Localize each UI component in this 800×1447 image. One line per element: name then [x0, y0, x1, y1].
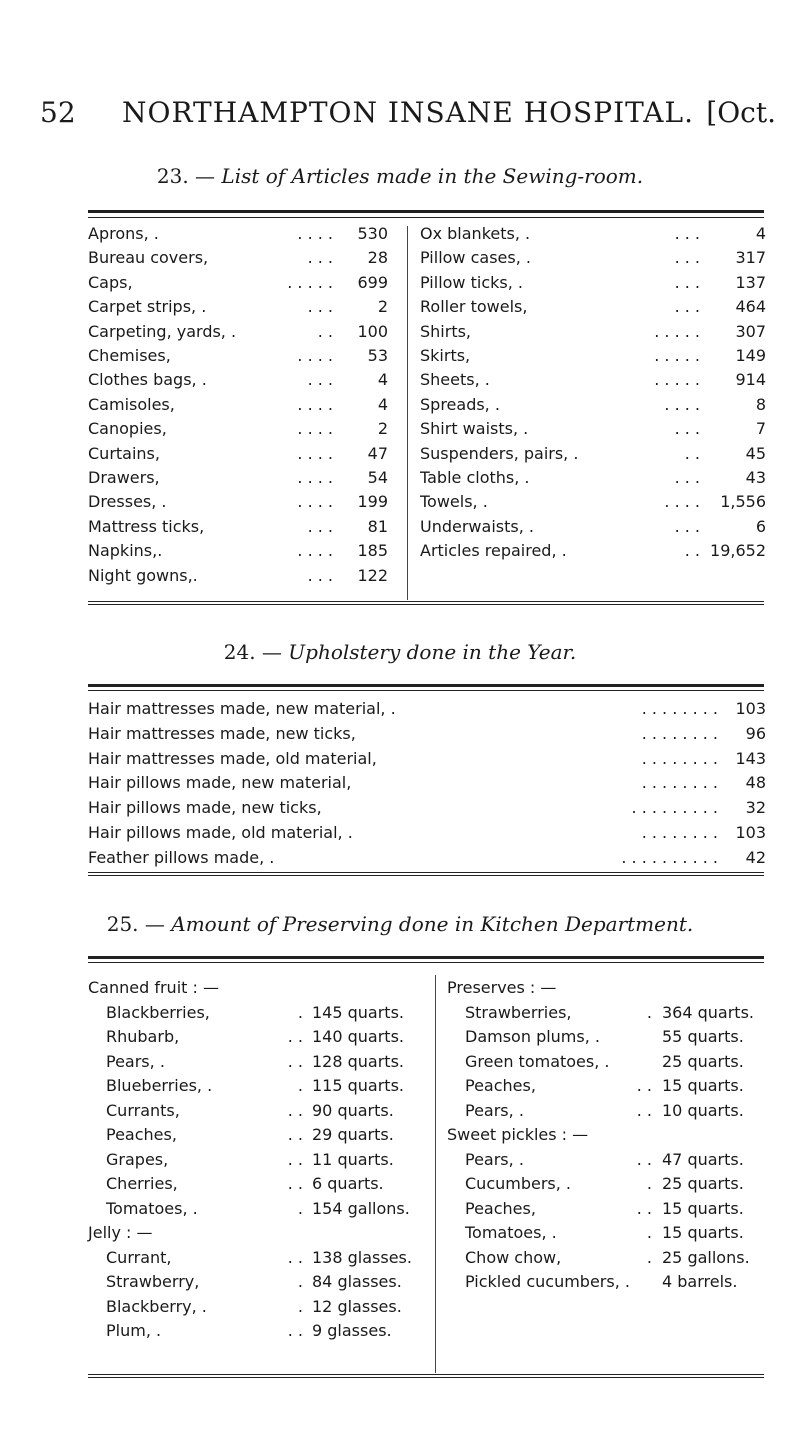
- leader-dots: . . . . . . . .: [641, 773, 718, 793]
- leader-dots: . . . . .: [654, 346, 700, 365]
- item-value: 100: [357, 321, 388, 341]
- preserving-top-rule: [88, 956, 764, 959]
- page-number: 52: [40, 96, 76, 129]
- sewing-item: [420, 222, 766, 246]
- leader-dots: . .: [636, 1149, 652, 1169]
- item-label: Bureau covers,: [88, 248, 209, 268]
- item-value: 4: [377, 394, 388, 414]
- item-value: 84 glasses.: [312, 1272, 402, 1291]
- item-value: 96: [745, 723, 766, 743]
- item-value: 140 quarts.: [312, 1027, 404, 1046]
- item-label: Blueberries, .: [106, 1076, 213, 1095]
- item-label: Table cloths, .: [420, 468, 530, 487]
- item-value: 4 barrels.: [662, 1272, 738, 1291]
- preserving-item: [88, 976, 418, 1000]
- item-value: 48: [745, 773, 766, 793]
- leader-dots: . . . .: [297, 492, 333, 512]
- item-value: 364 quarts.: [662, 1002, 754, 1022]
- leader-dots: . . .: [307, 297, 333, 317]
- item-label: Tomatoes, .: [106, 1198, 198, 1218]
- leader-dots: . . .: [674, 248, 700, 268]
- item-label: Hair pillows made, new material,: [88, 773, 352, 793]
- item-value: 45: [745, 443, 766, 463]
- preserving-caption-dash: —: [144, 912, 165, 936]
- item-label: Dresses, .: [88, 492, 167, 512]
- item-value: 199: [357, 492, 388, 512]
- item-label: Pears, .: [465, 1149, 524, 1169]
- item-value: 81: [367, 516, 388, 536]
- leader-dots: . . .: [307, 370, 333, 390]
- upholstery-caption-text: Upholstery done in the Year.: [288, 640, 577, 664]
- item-label: Pillow ticks, .: [420, 272, 523, 292]
- item-label: Mattress ticks,: [88, 516, 205, 536]
- item-value: 10 quarts.: [662, 1100, 744, 1120]
- item-label: Chemises,: [88, 346, 171, 365]
- item-value: 53: [367, 346, 388, 365]
- upholstery-top-rule: [88, 684, 764, 687]
- item-value: 6 quarts.: [312, 1174, 384, 1193]
- leader-dots: .: [646, 1174, 652, 1193]
- item-label: Shirt waists, .: [420, 419, 529, 439]
- item-value: 47 quarts.: [662, 1149, 744, 1169]
- item-label: Jelly : —: [88, 1223, 153, 1242]
- item-label: Peaches,: [106, 1125, 177, 1144]
- leader-dots: . .: [684, 443, 700, 463]
- item-label: Roller towels,: [420, 297, 528, 317]
- sewing-item: [420, 490, 766, 514]
- leader-dots: . . .: [307, 516, 333, 536]
- upholstery-caption-number: 24.: [223, 640, 256, 664]
- leader-dots: . .: [287, 1027, 303, 1046]
- preserving-bottom-rule: [88, 1374, 764, 1375]
- leader-dots: . .: [287, 1149, 303, 1169]
- item-value: 317: [735, 248, 766, 268]
- item-label: Curtains,: [88, 443, 160, 463]
- leader-dots: . .: [287, 1051, 303, 1071]
- item-label: Shirts,: [420, 321, 472, 341]
- item-label: Hair mattresses made, old material,: [88, 748, 377, 768]
- item-label: Cherries,: [106, 1174, 178, 1193]
- sewing-item: [88, 539, 388, 563]
- item-label: Drawers,: [88, 468, 160, 487]
- item-label: Feather pillows made, .: [88, 847, 275, 867]
- leader-dots: . . . . . . . .: [641, 823, 718, 842]
- sewing-item: [88, 344, 388, 368]
- item-label: Carpet strips, .: [88, 297, 207, 317]
- sewing-column-divider: [407, 226, 408, 600]
- item-value: 19,652: [710, 541, 766, 561]
- preserving-item: [88, 1295, 418, 1319]
- upholstery-item: [88, 846, 766, 870]
- item-value: 25 quarts.: [662, 1051, 744, 1071]
- upholstery-bottom-rule: [88, 872, 764, 873]
- preserving-top-rule-thin: [88, 962, 764, 963]
- sewing-caption: [0, 164, 800, 188]
- item-value: 137: [735, 272, 766, 292]
- preserving-item: [88, 1001, 418, 1025]
- sewing-item: [88, 515, 388, 539]
- leader-dots: .: [297, 1198, 303, 1218]
- item-value: 12 glasses.: [312, 1296, 402, 1316]
- preserving-item: [88, 1099, 418, 1123]
- preserving-item: [88, 1197, 418, 1221]
- item-label: Cucumbers, .: [465, 1174, 572, 1193]
- sewing-item: [88, 295, 388, 319]
- item-label: Sweet pickles : —: [447, 1125, 589, 1144]
- leader-dots: . .: [636, 1076, 652, 1095]
- item-label: Skirts,: [420, 346, 471, 365]
- sewing-item: [88, 564, 388, 588]
- preserving-item: [447, 1050, 767, 1074]
- leader-dots: . . .: [674, 272, 700, 292]
- leader-dots: . . . . . . . .: [641, 699, 718, 718]
- preserving-item: [88, 1270, 418, 1294]
- item-value: 122: [357, 565, 388, 585]
- sewing-item: [420, 393, 766, 417]
- item-label: Towels, .: [420, 492, 488, 512]
- item-label: Pickled cucumbers, .: [465, 1272, 630, 1291]
- upholstery-top-rule-thin: [88, 690, 764, 691]
- item-label: Pears, .: [106, 1051, 165, 1071]
- leader-dots: . . . .: [297, 419, 333, 439]
- preserving-item: [88, 1025, 418, 1049]
- item-label: Plum, .: [106, 1321, 162, 1340]
- preserving-item: [88, 1123, 418, 1147]
- leader-dots: . . . . .: [654, 370, 700, 390]
- item-value: 90 quarts.: [312, 1100, 394, 1120]
- leader-dots: . . . .: [297, 224, 333, 243]
- item-label: Preserves : —: [447, 978, 557, 997]
- sewing-item: [420, 368, 766, 392]
- leader-dots: . . . . .: [654, 321, 700, 341]
- leader-dots: . . .: [307, 565, 333, 585]
- item-label: Napkins,.: [88, 541, 163, 561]
- sewing-item: [88, 466, 388, 490]
- item-value: 6: [755, 516, 766, 536]
- sewing-item: [420, 442, 766, 466]
- item-label: Canned fruit : —: [88, 978, 219, 997]
- sewing-caption-text: List of Articles made in the Sewing-room.: [221, 164, 644, 188]
- item-value: 145 quarts.: [312, 1002, 404, 1022]
- item-label: Blackberry, .: [106, 1296, 207, 1316]
- preserving-item: [447, 1197, 767, 1221]
- page-header: [40, 96, 776, 136]
- leader-dots: .: [297, 1272, 303, 1291]
- item-value: 128 quarts.: [312, 1051, 404, 1071]
- leader-dots: . . .: [674, 516, 700, 536]
- item-label: Hair pillows made, old material, .: [88, 823, 353, 842]
- sewing-item: [88, 442, 388, 466]
- item-value: 914: [735, 370, 766, 390]
- leader-dots: . .: [287, 1321, 303, 1340]
- item-value: 47: [367, 443, 388, 463]
- sewing-item: [420, 515, 766, 539]
- item-value: 43: [745, 468, 766, 487]
- leader-dots: . . .: [674, 468, 700, 487]
- upholstery-item: [88, 796, 766, 820]
- item-value: 530: [357, 224, 388, 243]
- preserving-item: [447, 1221, 767, 1245]
- preserving-item: [447, 1099, 767, 1123]
- preserving-item: [447, 1074, 767, 1098]
- leader-dots: . . . .: [297, 346, 333, 365]
- item-value: 103: [735, 823, 766, 842]
- leader-dots: . . . .: [297, 468, 333, 487]
- item-value: 7: [755, 419, 766, 439]
- upholstery-item: [88, 722, 766, 746]
- item-label: Currants,: [106, 1100, 180, 1120]
- item-value: 8: [755, 394, 766, 414]
- item-label: Peaches,: [465, 1198, 536, 1218]
- item-label: Green tomatoes, .: [465, 1051, 610, 1071]
- item-value: 55 quarts.: [662, 1027, 744, 1046]
- item-value: 29 quarts.: [312, 1125, 394, 1144]
- item-value: 154 gallons.: [312, 1198, 410, 1218]
- leader-dots: . . . . . . . .: [641, 748, 718, 768]
- item-value: 25 gallons.: [662, 1247, 750, 1267]
- leader-dots: . .: [287, 1125, 303, 1144]
- item-value: 4: [755, 224, 766, 243]
- item-label: Strawberry,: [106, 1272, 200, 1291]
- upholstery-item: [88, 771, 766, 795]
- item-label: Suspenders, pairs, .: [420, 443, 579, 463]
- item-value: 15 quarts.: [662, 1198, 744, 1218]
- item-value: 42: [745, 847, 766, 867]
- item-value: 185: [357, 541, 388, 561]
- item-label: Aprons, .: [88, 224, 159, 243]
- upholstery-caption-dash: —: [261, 640, 282, 664]
- upholstery-bottom-rule-2: [88, 875, 764, 876]
- leader-dots: . . . .: [664, 492, 700, 512]
- item-label: Hair mattresses made, new ticks,: [88, 723, 356, 743]
- sewing-item: [420, 466, 766, 490]
- item-label: Canopies,: [88, 419, 167, 439]
- sewing-item: [420, 271, 766, 295]
- item-label: Night gowns,.: [88, 565, 198, 585]
- item-value: 11 quarts.: [312, 1149, 394, 1169]
- preserving-item: [447, 976, 767, 1000]
- sewing-item: [88, 320, 388, 344]
- item-value: 464: [735, 297, 766, 317]
- preserving-item: [88, 1221, 418, 1245]
- preserving-item: [88, 1074, 418, 1098]
- item-value: 149: [735, 346, 766, 365]
- sewing-caption-number: 23.: [156, 164, 189, 188]
- leader-dots: . . . . . . . .: [641, 723, 718, 743]
- sewing-bottom-rule-2: [88, 604, 764, 605]
- item-value: 1,556: [720, 492, 766, 512]
- preserving-caption: [0, 912, 800, 936]
- item-value: 4: [377, 370, 388, 390]
- item-label: Peaches,: [465, 1076, 536, 1095]
- item-label: Hair pillows made, new ticks,: [88, 798, 322, 818]
- preserving-item: [447, 1246, 767, 1270]
- sewing-top-rule-thin: [88, 217, 764, 218]
- item-value: 138 glasses.: [312, 1247, 412, 1267]
- item-value: 143: [735, 748, 766, 768]
- preserving-item: [447, 1001, 767, 1025]
- sewing-item: [420, 417, 766, 441]
- sewing-item: [88, 490, 388, 514]
- leader-dots: . .: [636, 1100, 652, 1120]
- item-label: Pillow cases, .: [420, 248, 531, 268]
- item-label: Clothes bags, .: [88, 370, 207, 390]
- upholstery-caption: [0, 640, 800, 664]
- leader-dots: . .: [287, 1247, 303, 1267]
- sewing-bottom-rule: [88, 601, 764, 602]
- preserving-caption-number: 25.: [106, 912, 139, 936]
- preserving-item: [447, 1123, 767, 1147]
- sewing-item: [420, 246, 766, 270]
- sewing-item: [88, 222, 388, 246]
- leader-dots: . . .: [307, 248, 333, 268]
- item-label: Caps,: [88, 272, 133, 292]
- sewing-item: [420, 539, 766, 563]
- item-value: 2: [377, 297, 388, 317]
- preserving-item: [88, 1172, 418, 1196]
- item-value: 307: [735, 321, 766, 341]
- leader-dots: . . . .: [297, 394, 333, 414]
- sewing-item: [420, 344, 766, 368]
- leader-dots: . . .: [674, 297, 700, 317]
- item-value: 25 quarts.: [662, 1174, 744, 1193]
- leader-dots: .: [646, 1002, 652, 1022]
- sewing-item: [88, 271, 388, 295]
- item-label: Pears, .: [465, 1100, 524, 1120]
- leader-dots: . . .: [674, 224, 700, 243]
- sewing-top-rule: [88, 210, 764, 213]
- sewing-item: [420, 295, 766, 319]
- item-value: 9 glasses.: [312, 1321, 392, 1340]
- item-label: Grapes,: [106, 1149, 169, 1169]
- leader-dots: . .: [317, 321, 333, 341]
- item-label: Damson plums, .: [465, 1027, 600, 1046]
- preserving-item: [447, 1148, 767, 1172]
- item-label: Rhubarb,: [106, 1027, 180, 1046]
- item-label: Spreads, .: [420, 394, 500, 414]
- item-value: 15 quarts.: [662, 1223, 744, 1242]
- leader-dots: . . . .: [297, 541, 333, 561]
- leader-dots: . .: [636, 1198, 652, 1218]
- preserving-item: [447, 1172, 767, 1196]
- item-value: 699: [357, 272, 388, 292]
- leader-dots: . .: [684, 541, 700, 561]
- leader-dots: . . . .: [664, 394, 700, 414]
- preserving-item: [88, 1050, 418, 1074]
- sewing-item: [88, 393, 388, 417]
- item-label: Underwaists, .: [420, 516, 534, 536]
- sewing-caption-dash: —: [195, 164, 216, 188]
- upholstery-item: [88, 747, 766, 771]
- item-value: 54: [367, 468, 388, 487]
- preserving-item: [88, 1246, 418, 1270]
- page-title: NORTHAMPTON INSANE HOSPITAL.: [121, 96, 695, 129]
- leader-dots: . . . . . . . . .: [631, 798, 718, 818]
- sewing-item: [420, 320, 766, 344]
- item-label: Sheets, .: [420, 370, 490, 390]
- preserving-caption-text: Amount of Preserving done in Kitchen Department.: [171, 912, 694, 936]
- item-label: Carpeting, yards, .: [88, 321, 237, 341]
- sewing-item: [88, 417, 388, 441]
- item-label: Strawberries,: [465, 1002, 572, 1022]
- leader-dots: . . .: [674, 419, 700, 439]
- item-label: Chow chow,: [465, 1247, 562, 1267]
- preserving-item: [88, 1148, 418, 1172]
- leader-dots: . . . . .: [287, 272, 333, 292]
- item-label: Currant,: [106, 1247, 172, 1267]
- item-label: Tomatoes, .: [465, 1223, 557, 1242]
- leader-dots: . .: [287, 1174, 303, 1193]
- preserving-item: [447, 1025, 767, 1049]
- leader-dots: .: [297, 1296, 303, 1316]
- leader-dots: . . . .: [297, 443, 333, 463]
- preserving-item: [447, 1270, 767, 1294]
- item-label: Blackberries,: [106, 1002, 210, 1022]
- preserving-bottom-rule-2: [88, 1377, 764, 1378]
- item-value: 103: [735, 699, 766, 718]
- item-value: 15 quarts.: [662, 1076, 744, 1095]
- item-label: Ox blankets, .: [420, 224, 531, 243]
- leader-dots: .: [297, 1076, 303, 1095]
- item-label: Hair mattresses made, new material, .: [88, 699, 396, 718]
- item-value: 115 quarts.: [312, 1076, 404, 1095]
- item-label: Camisoles,: [88, 394, 175, 414]
- sewing-item: [88, 246, 388, 270]
- item-value: 2: [377, 419, 388, 439]
- upholstery-item: [88, 697, 766, 721]
- preserving-item: [88, 1319, 418, 1343]
- upholstery-item: [88, 821, 766, 845]
- leader-dots: .: [297, 1002, 303, 1022]
- item-value: 28: [367, 248, 388, 268]
- item-value: 32: [745, 798, 766, 818]
- item-label: Articles repaired, .: [420, 541, 567, 561]
- preserving-column-divider: [435, 975, 436, 1373]
- leader-dots: .: [646, 1247, 652, 1267]
- leader-dots: .: [646, 1223, 652, 1242]
- sewing-item: [88, 368, 388, 392]
- leader-dots: . .: [287, 1100, 303, 1120]
- leader-dots: . . . . . . . . . .: [621, 847, 718, 867]
- page-date: [Oct.: [706, 96, 776, 129]
